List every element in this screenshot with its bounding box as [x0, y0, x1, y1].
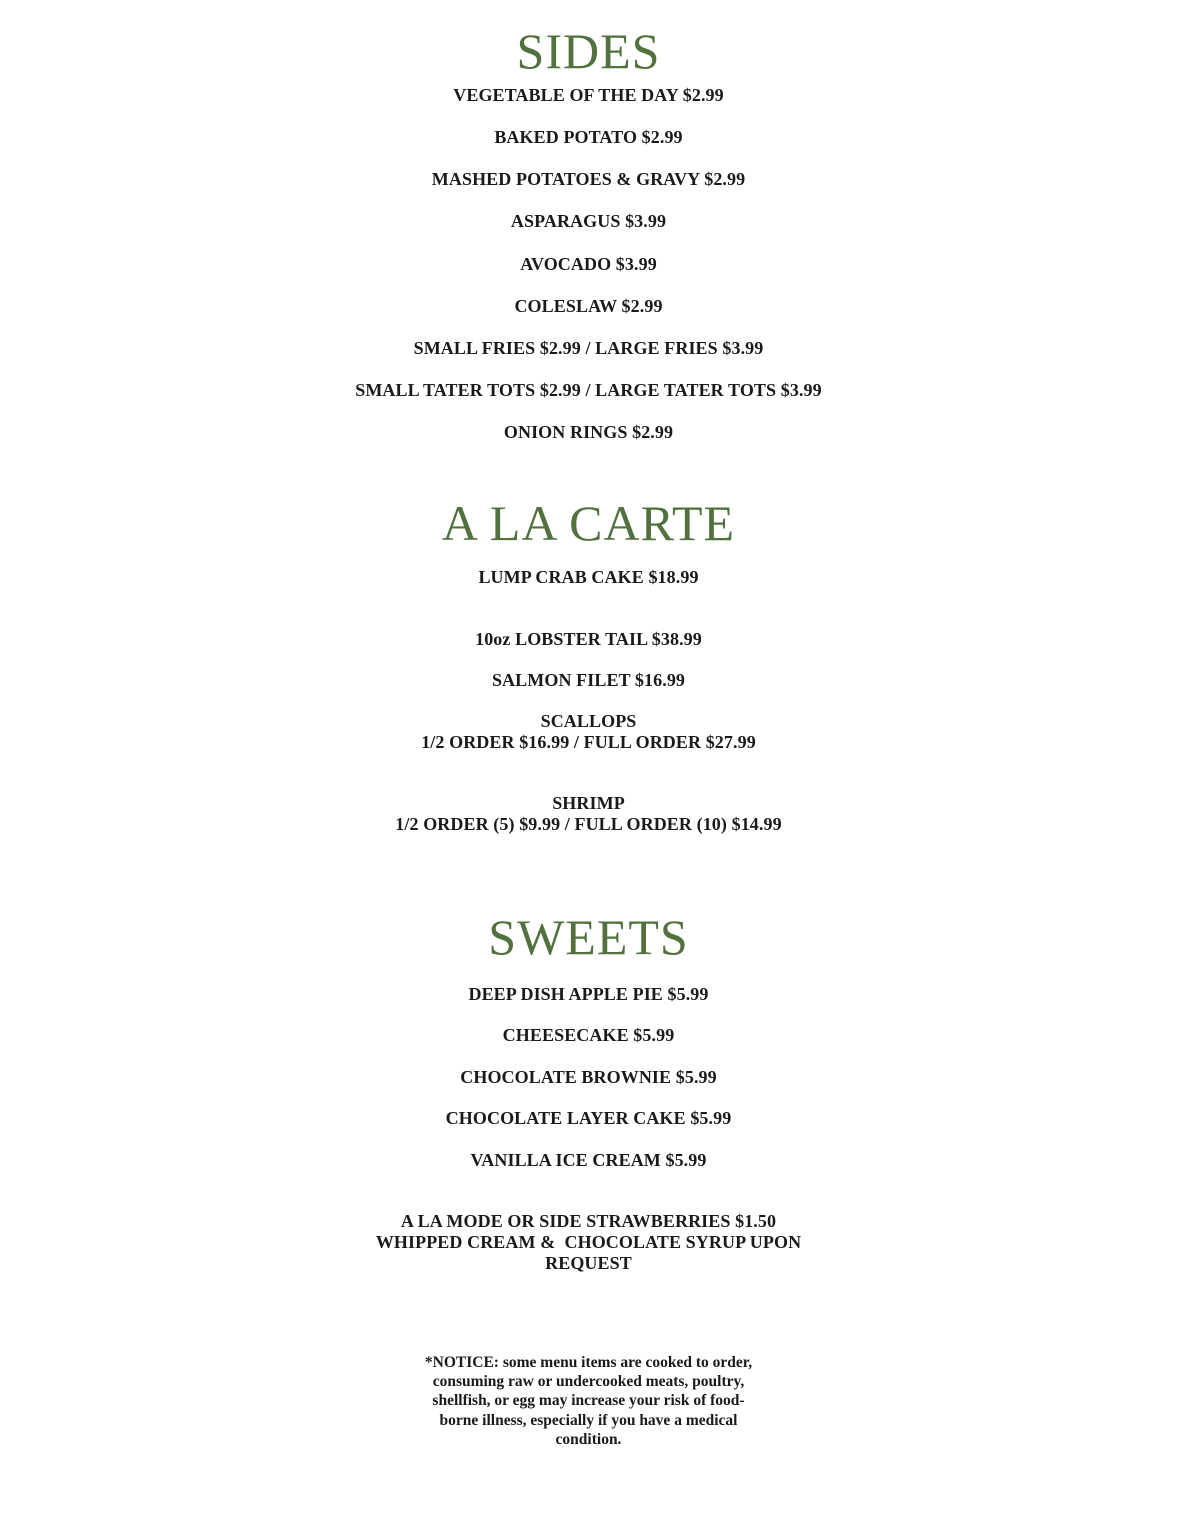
menu-item: CHEESECAKE $5.99 — [502, 1025, 675, 1045]
menu-item: LUMP CRAB CAKE $18.99 — [478, 567, 699, 587]
menu-item: COLESLAW $2.99 — [514, 296, 663, 316]
menu-item: DEEP DISH APPLE PIE $5.99 — [468, 984, 709, 1004]
food-safety-notice — [0, 1353, 1177, 1449]
menu-item: AVOCADO $3.99 — [520, 254, 657, 274]
notice-line: condition. — [555, 1430, 622, 1448]
menu-item: CHOCOLATE BROWNIE $5.99 — [460, 1067, 717, 1087]
menu-item-name: SHRIMP — [552, 793, 625, 813]
menu-item: VANILLA ICE CREAM $5.99 — [470, 1150, 707, 1170]
notice-line: *NOTICE: some menu items are cooked to order, — [424, 1354, 753, 1371]
sweets-extras — [0, 1211, 1177, 1274]
extras-line: REQUEST — [545, 1253, 632, 1273]
notice-line: consuming raw or undercooked meats, poultry, — [432, 1373, 745, 1391]
menu-item: SMALL FRIES $2.99 / LARGE FRIES $3.99 — [413, 338, 764, 358]
notice-line: shellfish, or egg may increase your risk of food- — [432, 1392, 745, 1410]
section-title-sweets: SWEETS — [488, 909, 689, 965]
menu-item: SMALL TATER TOTS $2.99 / LARGE TATER TOTS $3.99 — [355, 380, 822, 400]
menu-item: 10oz LOBSTER TAIL $38.99 — [475, 629, 702, 649]
menu-item: VEGETABLE OF THE DAY $2.99 — [453, 85, 724, 105]
section-title-sides: SIDES — [516, 23, 661, 79]
section-title-a-la-carte: A LA CARTE — [441, 495, 736, 551]
menu-item: MASHED POTATOES & GRAVY $2.99 — [431, 169, 746, 189]
menu-item-detail: 1/2 ORDER (5) $9.99 / FULL ORDER (10) $14.99 — [395, 814, 782, 834]
menu-item: CHOCOLATE LAYER CAKE $5.99 — [445, 1108, 732, 1128]
extras-line: A LA MODE OR SIDE STRAWBERRIES $1.50 — [400, 1211, 777, 1231]
menu-item-scallops — [0, 711, 1177, 753]
menu-item-shrimp — [0, 793, 1177, 835]
menu-item: BAKED POTATO $2.99 — [494, 127, 683, 147]
menu-item: ASPARAGUS $3.99 — [510, 211, 667, 231]
notice-line: borne illness, especially if you have a medical — [439, 1411, 738, 1429]
menu-item-detail: 1/2 ORDER $16.99 / FULL ORDER $27.99 — [421, 732, 756, 752]
extras-line: WHIPPED CREAM & CHOCOLATE SYRUP UPON — [375, 1232, 802, 1252]
menu-item: SALMON FILET $16.99 — [491, 670, 686, 690]
menu-item: ONION RINGS $2.99 — [503, 422, 674, 442]
menu-item-name: SCALLOPS — [540, 711, 637, 731]
